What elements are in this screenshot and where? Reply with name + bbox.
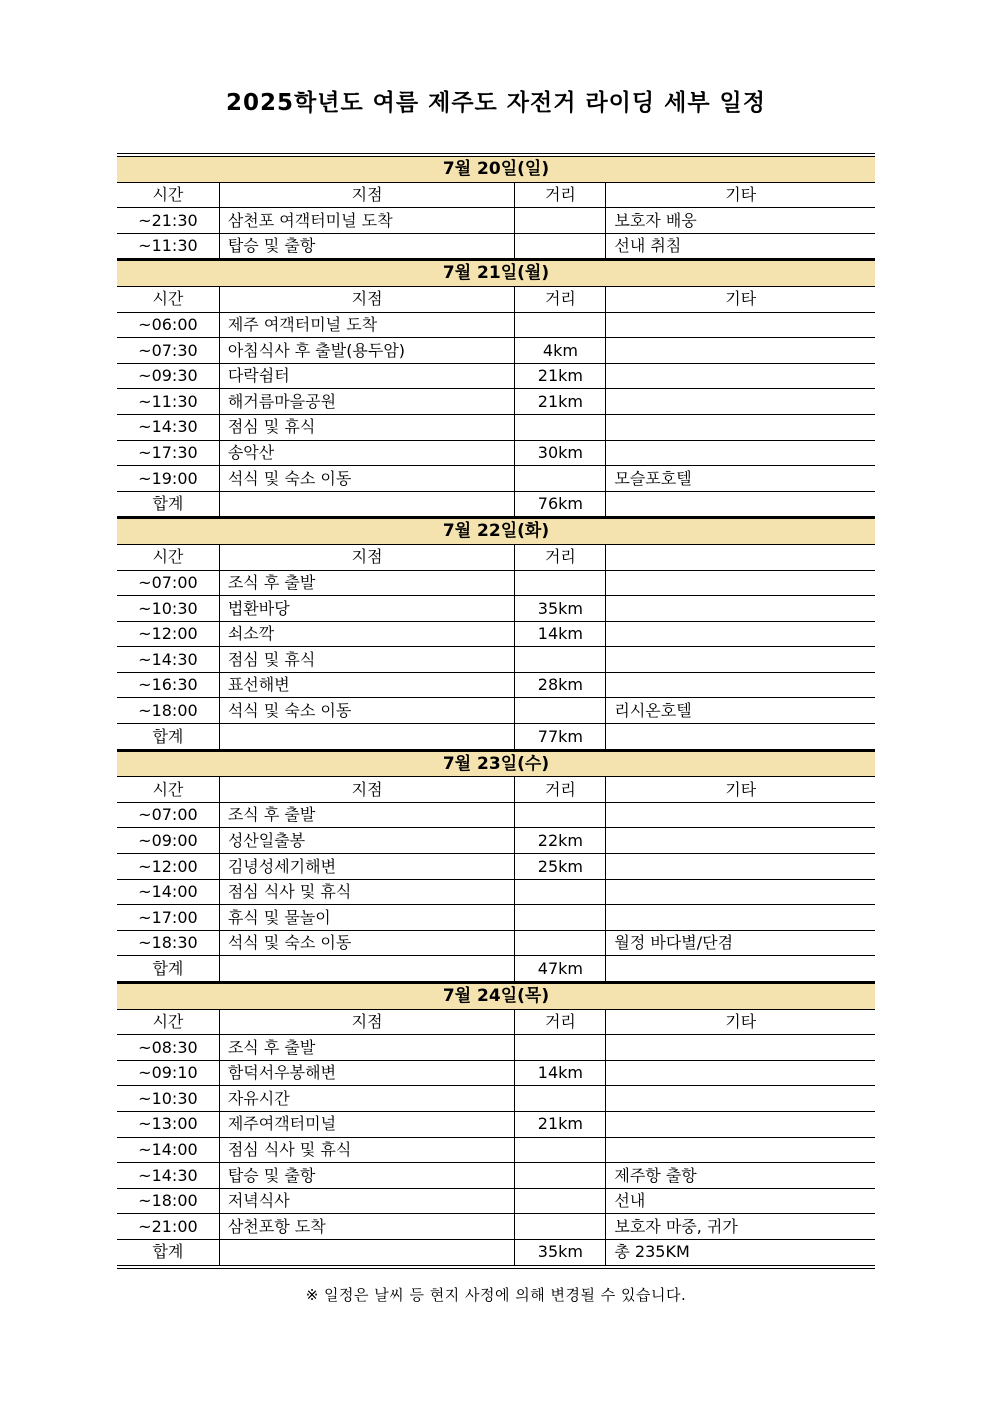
etc-cell <box>606 440 875 466</box>
place-cell: 쇠소깍 <box>219 621 515 647</box>
distance-cell: 14km <box>515 1060 606 1086</box>
table-row <box>117 777 875 803</box>
etc-cell: 리시온호텔 <box>606 698 875 724</box>
place-cell: 조식 후 출발 <box>219 802 515 828</box>
distance-cell <box>515 312 606 338</box>
table-row <box>117 647 875 673</box>
place-cell: 점심 및 휴식 <box>219 414 515 440</box>
distance-cell: 21km <box>515 363 606 389</box>
table-row <box>117 1035 875 1061</box>
distance-cell: 4km <box>515 338 606 364</box>
place-cell: 점심 및 휴식 <box>219 647 515 673</box>
etc-cell <box>606 724 875 751</box>
etc-cell <box>606 879 875 905</box>
table-row <box>117 621 875 647</box>
column-header: 거리 <box>515 286 606 312</box>
place-cell: 자유시간 <box>219 1086 515 1112</box>
table-row <box>117 491 875 518</box>
time-cell: 합계 <box>117 724 219 751</box>
time-cell: 합계 <box>117 491 219 518</box>
place-cell: 삼천포 여객터미널 도착 <box>219 208 515 234</box>
time-cell: ~11:30 <box>117 389 219 415</box>
schedule-table <box>117 153 875 1269</box>
etc-cell <box>606 672 875 698</box>
place-cell: 점심 식사 및 휴식 <box>219 879 515 905</box>
place-cell: 아침식사 후 출발(용두암) <box>219 338 515 364</box>
time-cell: ~10:30 <box>117 1086 219 1112</box>
distance-cell <box>515 1086 606 1112</box>
distance-cell <box>515 1137 606 1163</box>
etc-cell: 보호자 배웅 <box>606 208 875 234</box>
etc-cell: 총 235KM <box>606 1239 875 1266</box>
distance-cell <box>515 1188 606 1214</box>
distance-cell: 35km <box>515 1239 606 1266</box>
etc-cell <box>606 621 875 647</box>
time-cell: ~14:30 <box>117 647 219 673</box>
column-header: 지점 <box>219 1009 515 1035</box>
column-header: 지점 <box>219 544 515 570</box>
place-cell: 탑승 및 출항 <box>219 1163 515 1189</box>
distance-cell: 77km <box>515 724 606 751</box>
time-cell: ~14:00 <box>117 879 219 905</box>
distance-cell: 47km <box>515 956 606 983</box>
day-header: 7월 24일(목) <box>117 983 875 1010</box>
column-header: 시간 <box>117 544 219 570</box>
column-header: 기타 <box>606 182 875 208</box>
distance-cell: 35km <box>515 596 606 622</box>
table-row <box>117 389 875 415</box>
place-cell <box>219 1239 515 1266</box>
column-header: 시간 <box>117 1009 219 1035</box>
table-row <box>117 1137 875 1163</box>
table-row <box>117 338 875 364</box>
column-header: 기타 <box>606 777 875 803</box>
time-cell: ~09:30 <box>117 363 219 389</box>
distance-cell <box>515 208 606 234</box>
table-row <box>117 233 875 260</box>
etc-cell: 보호자 마중, 귀가 <box>606 1214 875 1240</box>
place-cell: 제주여객터미널 <box>219 1111 515 1137</box>
table-row <box>117 518 875 545</box>
place-cell: 석식 및 숙소 이동 <box>219 466 515 492</box>
distance-cell: 25km <box>515 854 606 880</box>
time-cell: ~13:00 <box>117 1111 219 1137</box>
place-cell: 법환바당 <box>219 596 515 622</box>
distance-cell <box>515 414 606 440</box>
place-cell: 탑승 및 출항 <box>219 233 515 260</box>
place-cell: 석식 및 숙소 이동 <box>219 698 515 724</box>
time-cell: ~09:10 <box>117 1060 219 1086</box>
etc-cell: 제주항 출항 <box>606 1163 875 1189</box>
time-cell: ~17:00 <box>117 905 219 931</box>
time-cell: ~19:00 <box>117 466 219 492</box>
place-cell <box>219 491 515 518</box>
table-row <box>117 672 875 698</box>
etc-cell <box>606 1035 875 1061</box>
table-row <box>117 208 875 234</box>
column-header: 시간 <box>117 777 219 803</box>
place-cell: 다락쉼터 <box>219 363 515 389</box>
place-cell <box>219 956 515 983</box>
column-header <box>606 544 875 570</box>
time-cell: ~12:00 <box>117 854 219 880</box>
table-row <box>117 854 875 880</box>
column-header: 거리 <box>515 777 606 803</box>
table-row <box>117 750 875 777</box>
place-cell: 표선해변 <box>219 672 515 698</box>
distance-cell <box>515 570 606 596</box>
etc-cell <box>606 312 875 338</box>
time-cell: ~11:30 <box>117 233 219 260</box>
disclaimer-note: ※ 일정은 날씨 등 현지 사정에 의해 변경될 수 있습니다. <box>305 1285 687 1304</box>
place-cell: 함덕서우봉해변 <box>219 1060 515 1086</box>
distance-cell <box>515 233 606 260</box>
distance-cell: 14km <box>515 621 606 647</box>
table-row <box>117 802 875 828</box>
table-row <box>117 905 875 931</box>
day-header: 7월 23일(수) <box>117 750 875 777</box>
table-row <box>117 983 875 1010</box>
schedule-table-body <box>117 155 875 1267</box>
column-header: 거리 <box>515 182 606 208</box>
etc-cell <box>606 802 875 828</box>
table-row <box>117 440 875 466</box>
table-row <box>117 879 875 905</box>
column-header: 지점 <box>219 777 515 803</box>
time-cell: ~14:00 <box>117 1137 219 1163</box>
column-header: 거리 <box>515 544 606 570</box>
etc-cell <box>606 363 875 389</box>
distance-cell <box>515 1035 606 1061</box>
etc-cell <box>606 1086 875 1112</box>
time-cell: ~12:00 <box>117 621 219 647</box>
etc-cell <box>606 1060 875 1086</box>
distance-cell: 22km <box>515 828 606 854</box>
column-header: 시간 <box>117 286 219 312</box>
table-row <box>117 956 875 983</box>
time-cell: 합계 <box>117 956 219 983</box>
place-cell: 송악산 <box>219 440 515 466</box>
column-header: 지점 <box>219 182 515 208</box>
time-cell: ~17:30 <box>117 440 219 466</box>
distance-cell: 28km <box>515 672 606 698</box>
etc-cell: 선내 취침 <box>606 233 875 260</box>
distance-cell <box>515 647 606 673</box>
time-cell: ~10:30 <box>117 596 219 622</box>
time-cell: ~18:00 <box>117 1188 219 1214</box>
table-row <box>117 466 875 492</box>
place-cell: 저녁식사 <box>219 1188 515 1214</box>
etc-cell: 모슬포호텔 <box>606 466 875 492</box>
distance-cell: 76km <box>515 491 606 518</box>
table-row <box>117 544 875 570</box>
column-header: 기타 <box>606 286 875 312</box>
place-cell: 석식 및 숙소 이동 <box>219 930 515 956</box>
column-header: 지점 <box>219 286 515 312</box>
etc-cell <box>606 491 875 518</box>
table-row <box>117 1111 875 1137</box>
table-row <box>117 1086 875 1112</box>
time-cell: 합계 <box>117 1239 219 1266</box>
etc-cell <box>606 1137 875 1163</box>
day-header: 7월 20일(일) <box>117 155 875 182</box>
etc-cell: 선내 <box>606 1188 875 1214</box>
time-cell: ~21:30 <box>117 208 219 234</box>
etc-cell <box>606 338 875 364</box>
time-cell: ~14:30 <box>117 1163 219 1189</box>
table-row <box>117 182 875 208</box>
etc-cell <box>606 854 875 880</box>
etc-cell <box>606 828 875 854</box>
distance-cell: 21km <box>515 389 606 415</box>
table-row <box>117 930 875 956</box>
table-row <box>117 828 875 854</box>
time-cell: ~21:00 <box>117 1214 219 1240</box>
table-row <box>117 596 875 622</box>
table-row <box>117 155 875 182</box>
time-cell: ~07:00 <box>117 802 219 828</box>
distance-cell <box>515 879 606 905</box>
table-row <box>117 570 875 596</box>
table-row <box>117 1060 875 1086</box>
column-header: 시간 <box>117 182 219 208</box>
table-row <box>117 363 875 389</box>
distance-cell <box>515 466 606 492</box>
time-cell: ~09:00 <box>117 828 219 854</box>
etc-cell <box>606 956 875 983</box>
distance-cell <box>515 802 606 828</box>
distance-cell <box>515 905 606 931</box>
time-cell: ~18:00 <box>117 698 219 724</box>
table-row <box>117 1239 875 1266</box>
table-row <box>117 286 875 312</box>
time-cell: ~14:30 <box>117 414 219 440</box>
distance-cell <box>515 698 606 724</box>
distance-cell: 30km <box>515 440 606 466</box>
table-row <box>117 1009 875 1035</box>
place-cell: 해거름마을공원 <box>219 389 515 415</box>
table-row <box>117 1214 875 1240</box>
place-cell: 김녕성세기해변 <box>219 854 515 880</box>
distance-cell: 21km <box>515 1111 606 1137</box>
place-cell: 점심 식사 및 휴식 <box>219 1137 515 1163</box>
place-cell: 조식 후 출발 <box>219 570 515 596</box>
time-cell: ~08:30 <box>117 1035 219 1061</box>
table-row <box>117 698 875 724</box>
etc-cell <box>606 905 875 931</box>
column-header: 거리 <box>515 1009 606 1035</box>
distance-cell <box>515 930 606 956</box>
place-cell: 제주 여객터미널 도착 <box>219 312 515 338</box>
time-cell: ~06:00 <box>117 312 219 338</box>
time-cell: ~18:30 <box>117 930 219 956</box>
distance-cell <box>515 1163 606 1189</box>
place-cell: 삼천포항 도착 <box>219 1214 515 1240</box>
time-cell: ~16:30 <box>117 672 219 698</box>
etc-cell <box>606 596 875 622</box>
table-row <box>117 1188 875 1214</box>
etc-cell <box>606 414 875 440</box>
table-row <box>117 724 875 751</box>
time-cell: ~07:30 <box>117 338 219 364</box>
place-cell <box>219 724 515 751</box>
etc-cell <box>606 1111 875 1137</box>
etc-cell: 월정 바다별/단겸 <box>606 930 875 956</box>
etc-cell <box>606 389 875 415</box>
place-cell: 성산일출봉 <box>219 828 515 854</box>
place-cell: 휴식 및 물놀이 <box>219 905 515 931</box>
etc-cell <box>606 570 875 596</box>
day-header: 7월 21일(월) <box>117 260 875 287</box>
table-row <box>117 1163 875 1189</box>
table-row <box>117 260 875 287</box>
place-cell: 조식 후 출발 <box>219 1035 515 1061</box>
table-row <box>117 312 875 338</box>
etc-cell <box>606 647 875 673</box>
time-cell: ~07:00 <box>117 570 219 596</box>
page-title: 2025학년도 여름 제주도 자전거 라이딩 세부 일정 <box>226 90 766 116</box>
distance-cell <box>515 1214 606 1240</box>
column-header: 기타 <box>606 1009 875 1035</box>
table-row <box>117 414 875 440</box>
day-header: 7월 22일(화) <box>117 518 875 545</box>
